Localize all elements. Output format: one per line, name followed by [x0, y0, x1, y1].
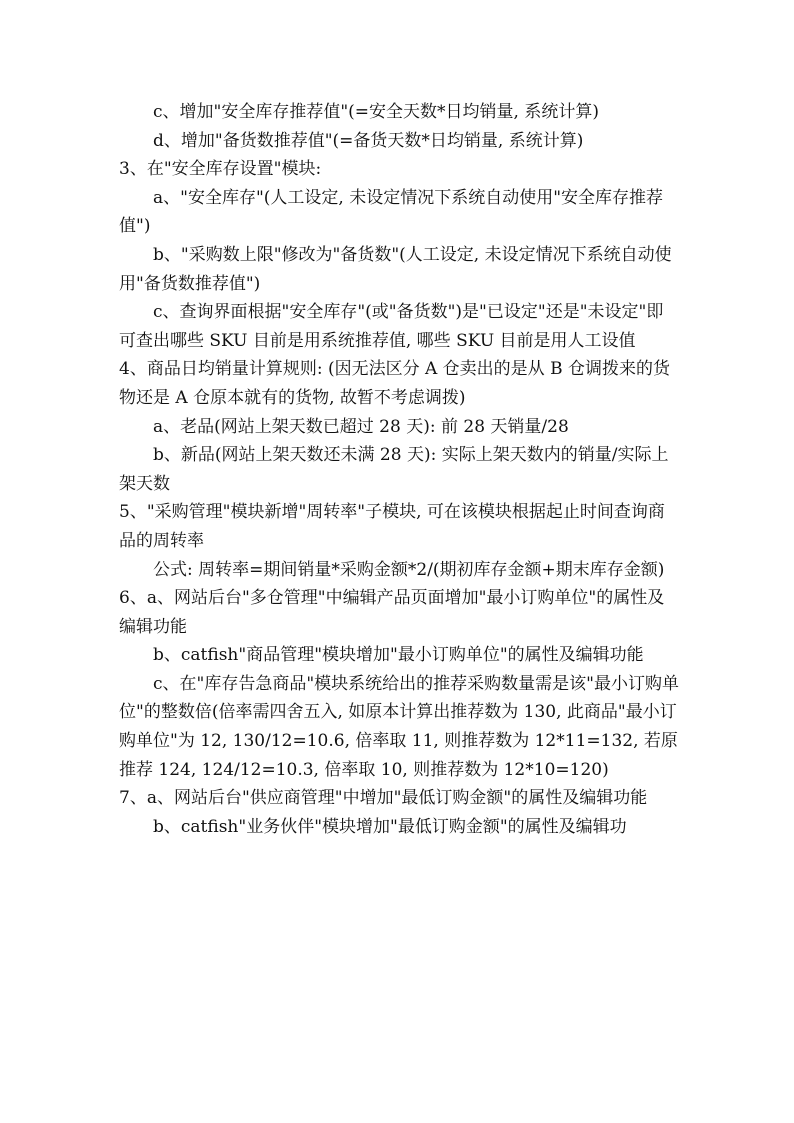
document-body [119, 98, 679, 841]
paragraph-3a-safety-stock: a、"安全库存"(人工设定, 未设定情况下系统自动使用"安全库存推荐值") [119, 187, 664, 237]
paragraph-3d-stock-quantity-recommend: d、增加"备货数推荐值"(=备货天数*日均销量, 系统计算) [153, 130, 584, 151]
paragraph-4a-old-product: a、老品(网站上架天数已超过 28 天): 前 28 天销量/28 [153, 416, 569, 437]
section-3-heading: 3、在"安全库存设置"模块: [119, 159, 322, 180]
paragraph-3c-query-interface: c、查询界面根据"安全库存"(或"备货数")是"已设定"还是"未设定"即可查出哪些 SKU 目前是用系统推荐值, 哪些 SKU 目前是用人工设值 [119, 302, 664, 351]
section-6a-heading: 6、a、网站后台"多仓管理"中编辑产品页面增加"最小订购单位"的属性及编辑功能 [119, 588, 665, 637]
paragraph-3c-safety-stock-recommend: c、增加"安全库存推荐值"(=安全天数*日均销量, 系统计算) [153, 102, 599, 122]
paragraph-6b-catfish: b、catfish"商品管理"模块增加"最小订购单位"的属性及编辑功能 [153, 645, 644, 666]
paragraph-7b-catfish: b、catfish"业务伙伴"模块增加"最低订购金额"的属性及编辑功 [153, 816, 627, 837]
section-5-heading: 5、"采购管理"模块新增"周转率"子模块, 可在该模块根据起止时间查询商品的周转率 [119, 502, 665, 551]
section-7a-heading: 7、a、网站后台"供应商管理"中增加"最低订购金额"的属性及编辑功能 [119, 788, 648, 809]
paragraph-3b-purchase-limit: b、"采购数上限"修改为"备货数"(人工设定, 未设定情况下系统自动使用"备货数推荐值") [119, 244, 672, 294]
paragraph-5-formula: 公式: 周转率=期间销量*采购金额*2/(期初库存金额+期末库存金额) [153, 559, 665, 580]
paragraph-6c-stock-alert: c、在"库存告急商品"模块系统给出的推荐采购数量需是该"最小订购单位"的整数倍(倍率需四舍五入, 如原本计算出推荐数为 130, 此商品"最小订购单位"为 12, 130/12=10.6, 倍率取 11, 则推荐数为 12*11=132, 若原推荐 124, 124/12=10.3, 倍率取 10, 则推荐数为 12*10=120) [119, 673, 679, 780]
paragraph-4b-new-product: b、新品(网站上架天数还未满 28 天): 实际上架天数内的销量/实际上架天数 [119, 445, 669, 494]
section-4-heading: 4、商品日均销量计算规则: (因无法区分 A 仓卖出的是从 B 仓调拨来的货物还是 A 仓原本就有的货物, 故暂不考虑调拨) [119, 359, 670, 408]
